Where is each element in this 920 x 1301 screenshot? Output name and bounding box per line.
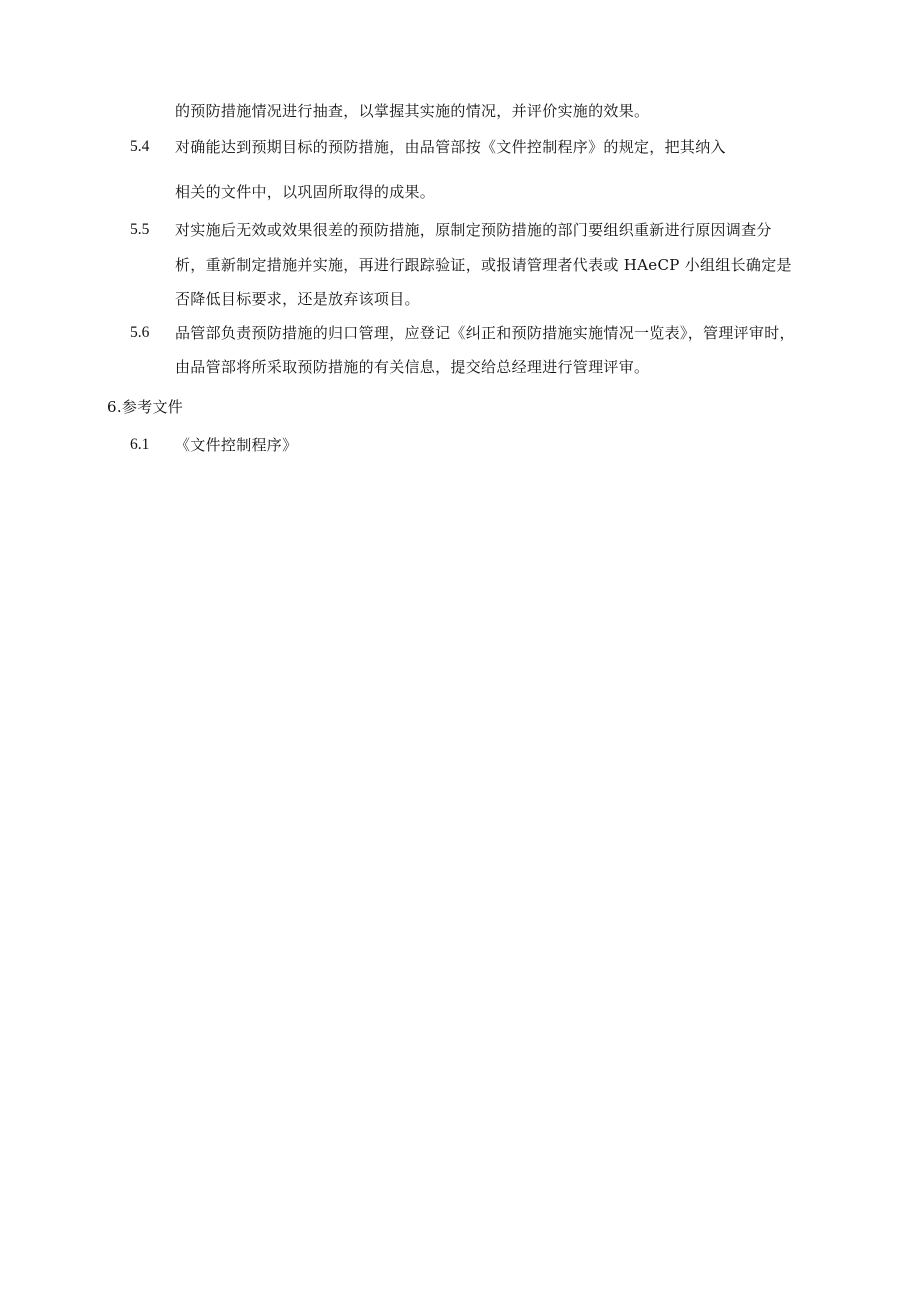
item-5-6-line-2: 由品管部将所采取预防措施的有关信息，提交给总经理进行管理评审。 [175, 358, 650, 376]
reference-number-6-1: 6.1 [130, 436, 150, 453]
item-5-4-line-1: 对确能达到预期目标的预防措施，由品管部按《文件控制程序》的规定，把其纳入 [175, 138, 726, 156]
item-5-5-line-1: 对实施后无效或效果很差的预防措施，原制定预防措施的部门要组织重新进行原因调查分 [175, 221, 772, 239]
item-5-5-line-3: 否降低目标要求，还是放弃该项目。 [175, 290, 420, 308]
item-5-4-line-2: 相关的文件中，以巩固所取得的成果。 [175, 183, 436, 201]
continuation-line: 的预防措施情况进行抽查，以掌握其实施的情况，并评价实施的效果。 [175, 102, 650, 120]
item-number-5-4: 5.4 [130, 138, 150, 155]
item-5-5-line-2: 析，重新制定措施并实施，再进行跟踪验证，或报请管理者代表或 HAeCP 小组组长确定是 [175, 256, 792, 274]
reference-6-1-text: 《文件控制程序》 [175, 436, 298, 454]
item-number-5-6: 5.6 [130, 324, 150, 341]
item-number-5-5: 5.5 [130, 221, 150, 238]
section-heading: 6.参考文件 [107, 398, 184, 416]
item-5-6-line-1: 品管部负责预防措施的归口管理，应登记《纠正和预防措施实施情况一览表》，管理评审时， [175, 324, 795, 342]
